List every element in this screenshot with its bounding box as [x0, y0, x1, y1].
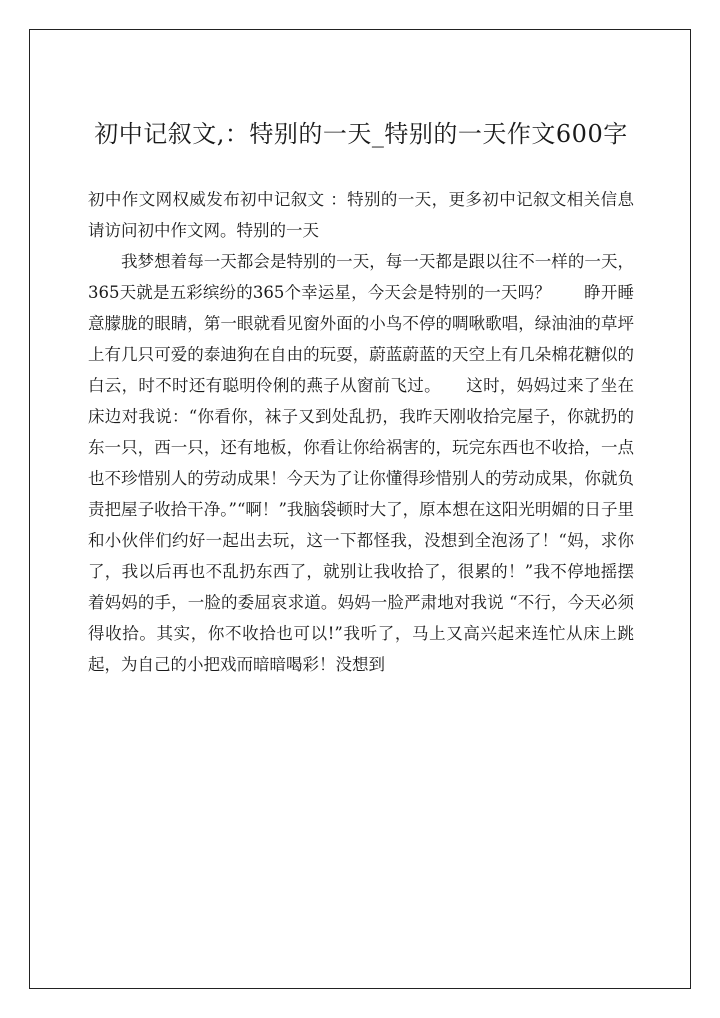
- document-content: [88, 110, 634, 680]
- document-page: [29, 29, 691, 989]
- intro-paragraph: 初中作文网权威发布初中记叙文 ：特别的一天，更多初中记叙文相关信息请访问初中作文网。特别的一天: [88, 190, 634, 240]
- body-paragraph: 我梦想着每一天都会是特别的一天，每一天都是跟以往不一样的一天，365天就是五彩缤纷的365个幸运星，今天会是特别的一天吗？ 睁开睡意朦胧的眼睛，第一眼就看见窗外面的小鸟不停的啁啾歌唱，绿油油的草坪上有几只可爱的泰迪狗在自由的玩耍，蔚蓝蔚蓝的天空上有几朵棉花糖似的白云，时不时还有聪明伶俐的燕子从窗前飞过。 这时，妈妈过来了坐在床边对我说：“你看你，袜子又到处乱扔，我昨天刚收拾完屋子，你就扔的东一只，西一只，还有地板，你看让你给祸害的，玩完东西也不收拾，一点也不珍惜别人的劳动成果！今天为了让你懂得珍惜别人的劳动成果，你就负责把屋子收拾干净。”“啊！”我脑袋顿时大了，原本想在这阳光明媚的日子里和小伙伴们约好一起出去玩，这一下都怪我，没想到全泡汤了！“妈，求你了，我以后再也不乱扔东西了，就别让我收拾了，很累的！”我不停地摇摆着妈妈的手，一脸的委屈哀求道。妈妈一脸严肃地对我说 “不行，今天必须得收拾。其实，你不收拾也可以!”我听了，马上又高兴起来连忙从床上跳起，为自己的小把戏而暗暗喝彩！没想到: [88, 252, 634, 674]
- document-title: 初中记叙文,：特别的一天_特别的一天作文600字: [94, 120, 628, 148]
